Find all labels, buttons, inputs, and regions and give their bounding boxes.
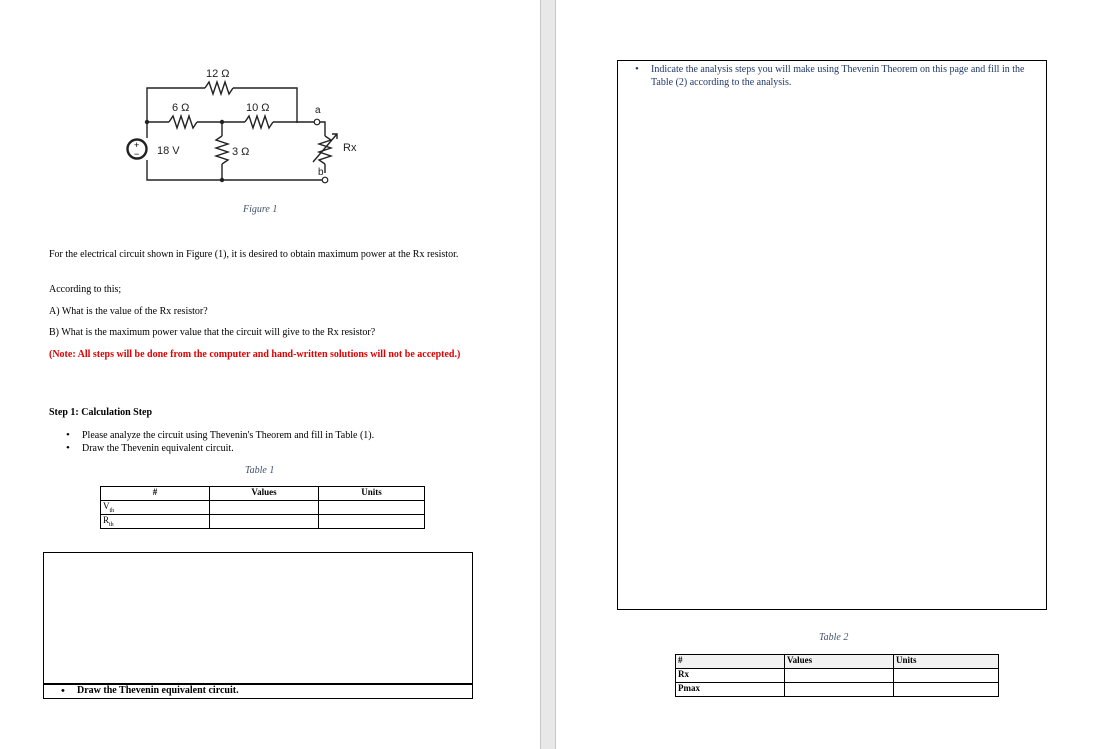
table2-value-cell[interactable] — [785, 683, 894, 697]
row-label-main: V — [103, 501, 110, 511]
row-label-main: R — [103, 515, 110, 525]
instruction-item: • Indicate the analysis steps you will make using Thevenin Theorem on this page and fill in the Table (2) according to the analysis. — [618, 63, 1038, 89]
table2-row-label: Rx — [676, 669, 785, 683]
node-a-label: a — [315, 105, 321, 116]
box-bullet-list — [44, 684, 472, 698]
table1-row-label — [101, 515, 210, 529]
thevenin-bullet-box — [43, 683, 473, 699]
note-text: (Note: All steps will be done from the computer and hand-written solutions will not be accepted.) — [49, 349, 461, 360]
row-label-sub: th — [109, 521, 114, 528]
resistor-label-10: 10 Ω — [246, 102, 270, 114]
table-2 — [675, 654, 999, 697]
step-bullet-list — [49, 429, 489, 455]
table1-header-hash: # — [101, 487, 210, 501]
source-minus-label: − — [134, 149, 140, 159]
row-label-sub: th — [109, 507, 115, 514]
table2-header-units: Units — [894, 655, 999, 669]
table-row — [101, 515, 425, 529]
table1-header-values: Values — [210, 487, 319, 501]
table1-row-label — [101, 501, 210, 515]
thevenin-drawing-box[interactable] — [43, 552, 473, 685]
table2-header-values: Values — [785, 655, 894, 669]
table2-unit-cell[interactable] — [894, 669, 999, 683]
table1-header-row — [101, 487, 425, 501]
analysis-box[interactable] — [617, 60, 1047, 610]
figure-caption: Figure 1 — [243, 204, 278, 215]
page-gap — [540, 0, 556, 749]
table-row — [101, 501, 425, 515]
table2-header-hash: # — [676, 655, 785, 669]
document-page-left — [0, 0, 540, 749]
table1-value-cell[interactable] — [210, 501, 319, 515]
load-label: Rx — [343, 142, 357, 154]
box-bullet-item: • Draw the Thevenin equivalent circuit. — [44, 684, 472, 698]
table2-caption: Table 2 — [819, 632, 849, 643]
table2-value-cell[interactable] — [785, 669, 894, 683]
resistor-label-12: 12 Ω — [206, 68, 230, 80]
question-b: B) What is the maximum power value that the circuit will give to the Rx resistor? — [49, 327, 376, 338]
table1-value-cell[interactable] — [210, 515, 319, 529]
table1-unit-cell[interactable] — [319, 515, 425, 529]
node-b-label: b — [318, 167, 324, 178]
resistor-label-6: 6 Ω — [172, 102, 190, 114]
question-a: A) What is the value of the Rx resistor? — [49, 306, 208, 317]
instruction-list — [618, 63, 1038, 89]
table2-row-label: Pmax — [676, 683, 785, 697]
source-label: 18 V — [157, 145, 180, 157]
step-heading: Step 1: Calculation Step — [49, 407, 153, 418]
table-row — [676, 683, 999, 697]
table1-caption: Table 1 — [245, 465, 275, 476]
circuit-figure — [125, 58, 365, 193]
document-page-right — [556, 0, 1103, 749]
source-plus-label: + — [134, 140, 140, 150]
resistor-label-3: 3 Ω — [232, 146, 250, 158]
table1-unit-cell[interactable] — [319, 501, 425, 515]
problem-text: For the electrical circuit shown in Figure (1), it is desired to obtain maximum power at the Rx resistor. — [49, 249, 459, 260]
table2-unit-cell[interactable] — [894, 683, 999, 697]
step-bullet-item: • Please analyze the circuit using Thevenin's Theorem and fill in Table (1). — [49, 429, 489, 442]
table-1 — [100, 486, 425, 529]
step-bullet-item: • Draw the Thevenin equivalent circuit. — [49, 442, 489, 455]
according-text: According to this; — [49, 284, 122, 295]
table2-header-row — [676, 655, 999, 669]
table-row — [676, 669, 999, 683]
table1-header-units: Units — [319, 487, 425, 501]
